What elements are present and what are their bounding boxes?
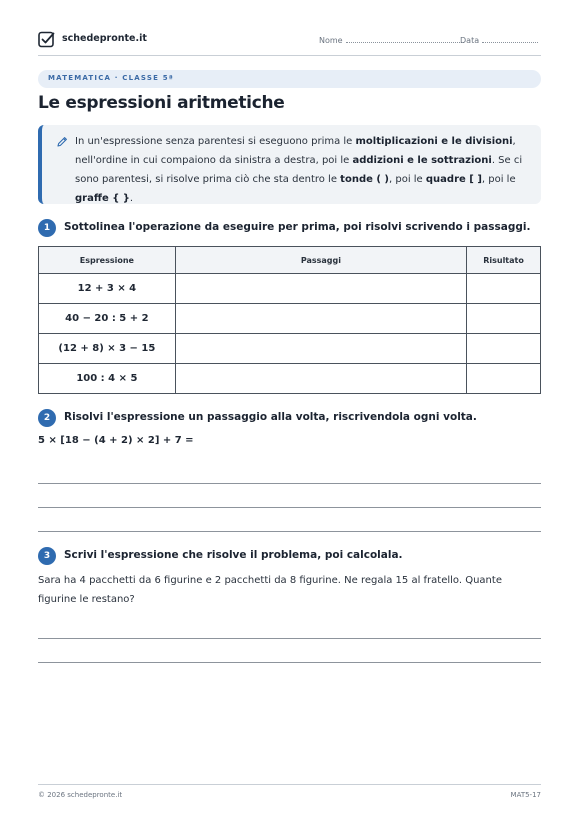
date-label: Data [460,36,480,45]
rule-info-box [38,125,541,204]
steps-cell[interactable] [175,334,466,364]
table-row [39,304,541,334]
worksheet-page [38,0,541,819]
brand-name: schedepronte.it [62,33,147,44]
exercise-instruction: Scrivi l'espressione che risolve il problema, poi calcolala. [64,549,403,561]
page-title: Le espressioni aritmetiche [38,93,285,113]
exercise-number: 3 [38,547,56,565]
expression-cell: 40 − 20 : 5 + 2 [39,304,176,334]
result-cell[interactable] [467,334,541,364]
date-line[interactable] [482,34,538,43]
expression-to-solve: 5 × [18 − (4 + 2) × 2] + 7 = [38,435,194,446]
expression-cell: 100 : 4 × 5 [39,364,176,394]
answer-line[interactable] [38,483,541,484]
name-label: Nome [319,36,343,45]
page-header [38,29,541,56]
column-header-result: Risultato [467,247,541,274]
answer-line[interactable] [38,662,541,663]
expressions-table [38,246,541,394]
subject-tag-label: MATEMATICA · CLASSE 5ª [48,74,174,82]
expression-cell: 12 + 3 × 4 [39,274,176,304]
name-line[interactable] [346,34,464,43]
answer-line[interactable] [38,638,541,639]
result-cell[interactable] [467,304,541,334]
exercise-number: 2 [38,409,56,427]
steps-cell[interactable] [175,304,466,334]
word-problem: Sara ha 4 pacchetti da 6 figurine e 2 pacchetti da 8 figurine. Ne regala 15 al fratello. Quante figurine le restano? [38,575,502,605]
page-footer [38,784,541,805]
rule-text: In un'espressione senza parentesi si eseguono prima le moltiplicazioni e le divisioni, nell'ordine in cui compaiono da sinistra a destra, poi le addizioni e le sottrazioni. Se ci sono parentesi, si risolve prima ciò che sta dentro le tonde ( ), poi le quadre [ ], poi le graffe { }. [75,136,523,204]
table-header-row [39,247,541,274]
result-cell[interactable] [467,274,541,304]
column-header-expression: Espressione [39,247,176,274]
pencil-icon [56,136,68,148]
expression-cell: (12 + 8) × 3 − 15 [39,334,176,364]
table-row [39,334,541,364]
date-field[interactable] [460,34,538,45]
column-header-steps: Passaggi [175,247,466,274]
exercise-instruction: Risolvi l'espressione un passaggio alla volta, riscrivendola ogni volta. [64,411,477,423]
answer-line[interactable] [38,531,541,532]
exercise-instruction: Sottolinea l'operazione da eseguire per prima, poi risolvi scrivendo i passaggi. [64,221,531,233]
table-row [39,364,541,394]
subject-tag [38,70,541,88]
name-field[interactable] [319,34,464,45]
table-row [39,274,541,304]
copyright: © 2026 schedepronte.it [38,791,123,799]
steps-cell[interactable] [175,364,466,394]
worksheet-code: MAT5-17 [510,791,541,799]
steps-cell[interactable] [175,274,466,304]
answer-line[interactable] [38,507,541,508]
exercise-number: 1 [38,219,56,237]
checkbox-logo-icon [38,31,55,48]
result-cell[interactable] [467,364,541,394]
